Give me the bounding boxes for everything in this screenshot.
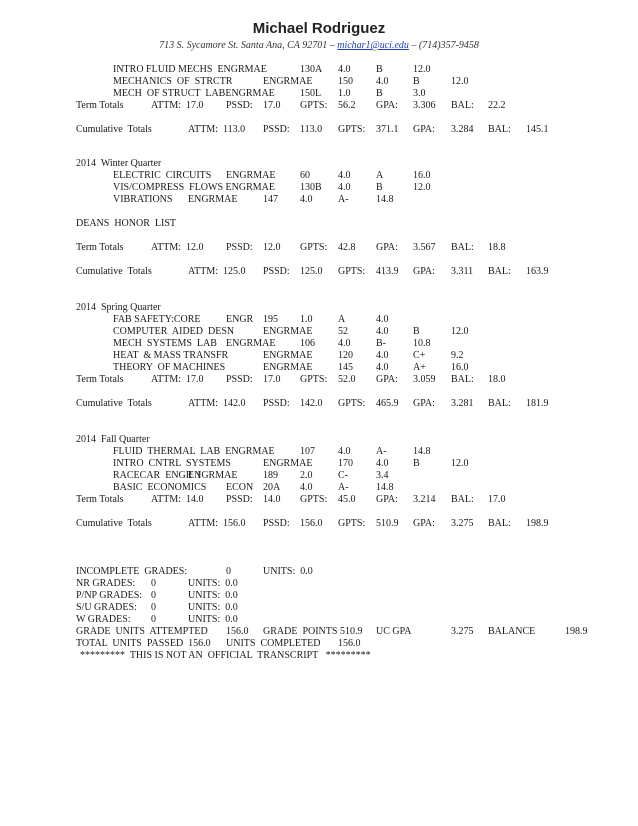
transcript-cell: MECH OF STRUCT LABENGRMAE — [113, 88, 275, 99]
transcript-cell: A- — [338, 482, 349, 493]
transcript-cell: 195 — [263, 314, 278, 325]
transcript-cell: GPTS: — [338, 398, 366, 409]
transcript-cell: 12.0 — [451, 458, 469, 469]
transcript-cell: 3.214 — [413, 494, 436, 505]
transcript-cell: 12.0 — [451, 326, 469, 337]
transcript-cell: ATTM: 17.0 — [151, 100, 204, 111]
transcript-cell: TOTAL UNITS PASSED 156.0 — [76, 638, 211, 649]
transcript-cell: 14.8 — [376, 194, 394, 205]
transcript-cell: PSSD: — [226, 374, 253, 385]
transcript-cell: UNITS COMPLETED — [226, 638, 321, 649]
transcript-cell: 12.0 — [263, 242, 281, 253]
transcript-cell: 2014 Winter Quarter — [76, 158, 162, 169]
transcript-cell: 4.0 — [376, 458, 389, 469]
transcript-cell: 22.2 — [488, 100, 506, 111]
transcript-cell: 170 — [338, 458, 353, 469]
transcript-cell: INCOMPLETE GRADES: — [76, 566, 188, 577]
transcript-cell: MECH SYSTEMS LAB — [113, 338, 217, 349]
transcript-cell: 3.4 — [376, 470, 389, 481]
transcript-cell: 14.8 — [413, 446, 431, 457]
transcript-cell: ENGRMAE — [226, 170, 276, 181]
transcript-cell: 52 — [338, 326, 348, 337]
transcript-cell: GPA: — [413, 398, 435, 409]
transcript-cell: B — [376, 88, 383, 99]
transcript-cell: 3.275 — [451, 518, 474, 529]
transcript-cell: Cumulative Totals — [76, 124, 152, 135]
transcript-cell: ENGRMAE — [226, 338, 276, 349]
transcript-cell: ATTM: 12.0 — [151, 242, 204, 253]
transcript-cell: 189 — [263, 470, 278, 481]
transcript-cell: 1.0 — [338, 88, 351, 99]
transcript-cell: HEAT & MASS TRANSFR — [113, 350, 229, 361]
contact-line — [0, 40, 638, 51]
transcript-cell: Cumulative Totals — [76, 398, 152, 409]
transcript-cell: BAL: — [451, 242, 474, 253]
transcript-cell: BAL: — [451, 494, 474, 505]
transcript-cell: 465.9 — [376, 398, 399, 409]
transcript-cell: 198.9 — [565, 626, 588, 637]
transcript-cell: 42.8 — [338, 242, 356, 253]
transcript-cell: A — [338, 314, 346, 325]
transcript-cell: VIS/COMPRESS FLOWS ENGRMAE — [113, 182, 275, 193]
student-name: Michael Rodriguez — [252, 20, 386, 37]
transcript-cell: 4.0 — [300, 482, 313, 493]
transcript-cell: 3.275 — [451, 626, 474, 637]
transcript-cell: ENGRMAE — [263, 76, 313, 87]
transcript-cell: BALANCE — [488, 626, 536, 637]
transcript-cell: 3.311 — [451, 266, 474, 277]
transcript-cell: GPTS: — [338, 518, 366, 529]
transcript-cell: BAL: — [488, 124, 511, 135]
transcript-cell: A+ — [413, 362, 426, 373]
transcript-cell: 4.0 — [376, 362, 389, 373]
transcript-cell: UC GPA — [376, 626, 412, 637]
transcript-cell: 106 — [300, 338, 315, 349]
transcript-cell: 3.567 — [413, 242, 436, 253]
transcript-cell: ENGRMAE — [263, 458, 313, 469]
transcript-cell: ********* THIS IS NOT AN OFFICIAL TRANSCRIPT ********* — [80, 650, 371, 661]
transcript-cell: 147 — [263, 194, 278, 205]
transcript-cell: ATTM: 142.0 — [188, 398, 246, 409]
transcript-cell: 2014 Spring Quarter — [76, 302, 161, 313]
transcript-cell: UNITS: 0.0 — [188, 602, 238, 613]
transcript-cell: ENGRMAE — [263, 362, 313, 373]
transcript-cell: 4.0 — [376, 314, 389, 325]
transcript-cell: ATTM: 14.0 — [151, 494, 204, 505]
transcript-cell: 16.0 — [413, 170, 431, 181]
transcript-cell: GPA: — [413, 266, 435, 277]
transcript-cell: ATTM: 156.0 — [188, 518, 246, 529]
transcript-cell: ENGRMAE — [263, 326, 313, 337]
email-link[interactable]: michar1@uci.edu — [337, 40, 409, 51]
transcript-cell: 20A — [263, 482, 281, 493]
transcript-cell: UNITS: 0.0 — [188, 578, 238, 589]
transcript-cell: 3.059 — [413, 374, 436, 385]
transcript-cell: UNITS: 0.0 — [263, 566, 313, 577]
transcript-cell: GPA: — [413, 518, 435, 529]
transcript-cell: 12.0 — [413, 64, 431, 75]
transcript-cell: 4.0 — [376, 350, 389, 361]
transcript-cell: 3.306 — [413, 100, 436, 111]
transcript-cell: B — [413, 326, 420, 337]
transcript-cell: GPA: — [376, 242, 398, 253]
transcript-cell: 3.0 — [413, 88, 426, 99]
transcript-cell: 113.0 — [300, 124, 323, 135]
transcript-cell: 2014 Fall Quarter — [76, 434, 150, 445]
transcript-cell: THEORY OF MACHINES — [113, 362, 226, 373]
transcript-cell: FLUID THERMAL LAB ENGRMAE — [113, 446, 275, 457]
transcript-cell: PSSD: — [263, 518, 290, 529]
transcript-cell: 4.0 — [338, 182, 351, 193]
transcript-cell: BASIC ECONOMICS — [113, 482, 207, 493]
transcript-cell: 163.9 — [526, 266, 549, 277]
transcript-cell: GPTS: — [300, 100, 328, 111]
transcript-cell: Term Totals — [76, 100, 124, 111]
transcript-cell: 18.0 — [488, 374, 506, 385]
transcript-cell: 0 — [151, 590, 156, 601]
transcript-cell: 130B — [300, 182, 322, 193]
transcript-cell: UNITS: 0.0 — [188, 614, 238, 625]
transcript-cell: Cumulative Totals — [76, 518, 152, 529]
transcript-cell: A- — [338, 194, 349, 205]
transcript-cell: Term Totals — [76, 494, 124, 505]
transcript-cell: C+ — [413, 350, 426, 361]
transcript-cell: 3.281 — [451, 398, 474, 409]
transcript-cell: ECON — [226, 482, 254, 493]
transcript-cell: 1.0 — [300, 314, 313, 325]
transcript-cell: RACECAR ENGR I — [113, 470, 201, 481]
transcript-cell: ENGRMAE — [188, 470, 238, 481]
transcript-cell: 125.0 — [300, 266, 323, 277]
transcript-cell: GPA: — [376, 100, 398, 111]
transcript-cell: GRADE POINTS 510.9 — [263, 626, 363, 637]
transcript-cell: COMPUTER AIDED DESN — [113, 326, 235, 337]
transcript-cell: 45.0 — [338, 494, 356, 505]
transcript-cell: GPTS: — [300, 494, 328, 505]
transcript-cell: BAL: — [451, 374, 474, 385]
transcript-cell: 150 — [338, 76, 353, 87]
transcript-cell: 2.0 — [300, 470, 313, 481]
transcript-cell: 4.0 — [338, 446, 351, 457]
transcript-cell: B — [413, 458, 420, 469]
transcript-cell: PSSD: — [263, 398, 290, 409]
transcript-cell: A — [376, 170, 384, 181]
transcript-cell: 0 — [151, 602, 156, 613]
transcript-cell: C- — [338, 470, 348, 481]
transcript-cell: 156.0 — [338, 638, 361, 649]
transcript-cell: 0 — [151, 614, 156, 625]
transcript-cell: 3.284 — [451, 124, 474, 135]
transcript-cell: DEANS HONOR LIST — [76, 218, 176, 229]
transcript-cell: 4.0 — [338, 338, 351, 349]
transcript-cell: 9.2 — [451, 350, 464, 361]
transcript-cell: 198.9 — [526, 518, 549, 529]
transcript-cell: 12.0 — [451, 76, 469, 87]
transcript-cell: GPA: — [413, 124, 435, 135]
transcript-cell: 17.0 — [488, 494, 506, 505]
transcript-cell: 150L — [300, 88, 322, 99]
transcript-cell: PSSD: — [226, 100, 253, 111]
transcript-cell: PSSD: — [263, 124, 290, 135]
transcript-cell: GPTS: — [300, 242, 328, 253]
transcript-cell: 0 — [151, 578, 156, 589]
transcript-cell: GPTS: — [300, 374, 328, 385]
transcript-cell: 156.0 — [300, 518, 323, 529]
transcript-cell: Term Totals — [76, 374, 124, 385]
transcript-cell: PSSD: — [226, 242, 253, 253]
transcript-cell: 120 — [338, 350, 353, 361]
transcript-cell: 156.0 — [226, 626, 249, 637]
transcript-cell: Term Totals — [76, 242, 124, 253]
transcript-cell: 145 — [338, 362, 353, 373]
transcript-cell: 17.0 — [263, 374, 281, 385]
transcript-cell: 145.1 — [526, 124, 549, 135]
transcript-cell: S/U GRADES: — [76, 602, 137, 613]
transcript-cell: 371.1 — [376, 124, 399, 135]
transcript-cell: B — [376, 182, 383, 193]
transcript-cell: 0 — [226, 566, 231, 577]
transcript-cell: 4.0 — [376, 76, 389, 87]
transcript-cell: BAL: — [488, 518, 511, 529]
transcript-cell: A- — [376, 446, 387, 457]
transcript-cell: BAL: — [488, 398, 511, 409]
transcript-cell: MECHANICS OF STRCTR — [113, 76, 233, 87]
transcript-cell: 12.0 — [413, 182, 431, 193]
transcript-cell: BAL: — [488, 266, 511, 277]
transcript-cell: 60 — [300, 170, 310, 181]
transcript-cell: B- — [376, 338, 386, 349]
transcript-cell: 142.0 — [300, 398, 323, 409]
transcript-cell: PSSD: — [226, 494, 253, 505]
transcript-cell: 14.0 — [263, 494, 281, 505]
transcript-cell: 4.0 — [338, 64, 351, 75]
transcript-cell: P/NP GRADES: — [76, 590, 143, 601]
transcript-cell: 14.8 — [376, 482, 394, 493]
transcript-cell: 181.9 — [526, 398, 549, 409]
transcript-cell: 130A — [300, 64, 323, 75]
transcript-cell: B — [413, 76, 420, 87]
transcript-cell: ATTM: 17.0 — [151, 374, 204, 385]
transcript-cell: ENGRMAE — [188, 194, 238, 205]
transcript-cell: W GRADES: — [76, 614, 131, 625]
transcript-cell: 17.0 — [263, 100, 281, 111]
transcript-cell: 52.0 — [338, 374, 356, 385]
transcript-cell: NR GRADES: — [76, 578, 136, 589]
transcript-cell: 4.0 — [376, 326, 389, 337]
transcript-cell: GPTS: — [338, 124, 366, 135]
transcript-cell: ATTM: 125.0 — [188, 266, 246, 277]
transcript-cell: BAL: — [451, 100, 474, 111]
transcript-cell: ENGR — [226, 314, 254, 325]
transcript-cell: ATTM: 113.0 — [188, 124, 246, 135]
transcript-cell: VIBRATIONS — [113, 194, 173, 205]
transcript-cell: 413.9 — [376, 266, 399, 277]
transcript-cell: ENGRMAE — [263, 350, 313, 361]
transcript-cell: 4.0 — [300, 194, 313, 205]
transcript-cell: 18.8 — [488, 242, 506, 253]
transcript-cell: UNITS: 0.0 — [188, 590, 238, 601]
transcript-cell: GRADE UNITS ATTEMPTED — [76, 626, 208, 637]
transcript-cell: GPA: — [376, 494, 398, 505]
transcript-cell: B — [376, 64, 383, 75]
address-text: 713 S. Sycamore St. Santa Ana, CA 92701 – — [159, 40, 335, 51]
transcript-cell: INTRO CNTRL SYSTEMS — [113, 458, 231, 469]
transcript-cell: GPA: — [376, 374, 398, 385]
transcript-cell: Cumulative Totals — [76, 266, 152, 277]
transcript-cell: PSSD: — [263, 266, 290, 277]
transcript-cell: GPTS: — [338, 266, 366, 277]
transcript-cell: 56.2 — [338, 100, 356, 111]
transcript-cell: INTRO FLUID MECHS ENGRMAE — [113, 64, 267, 75]
transcript-cell: ELECTRIC CIRCUITS — [113, 170, 212, 181]
transcript-cell: FAB SAFETY:CORE — [113, 314, 201, 325]
transcript-cell: 4.0 — [338, 170, 351, 181]
transcript-cell: 510.9 — [376, 518, 399, 529]
transcript-cell: 107 — [300, 446, 315, 457]
transcript-cell: 10.8 — [413, 338, 431, 349]
phone-text: – (714)357-9458 — [411, 40, 479, 51]
transcript-cell: 16.0 — [451, 362, 469, 373]
